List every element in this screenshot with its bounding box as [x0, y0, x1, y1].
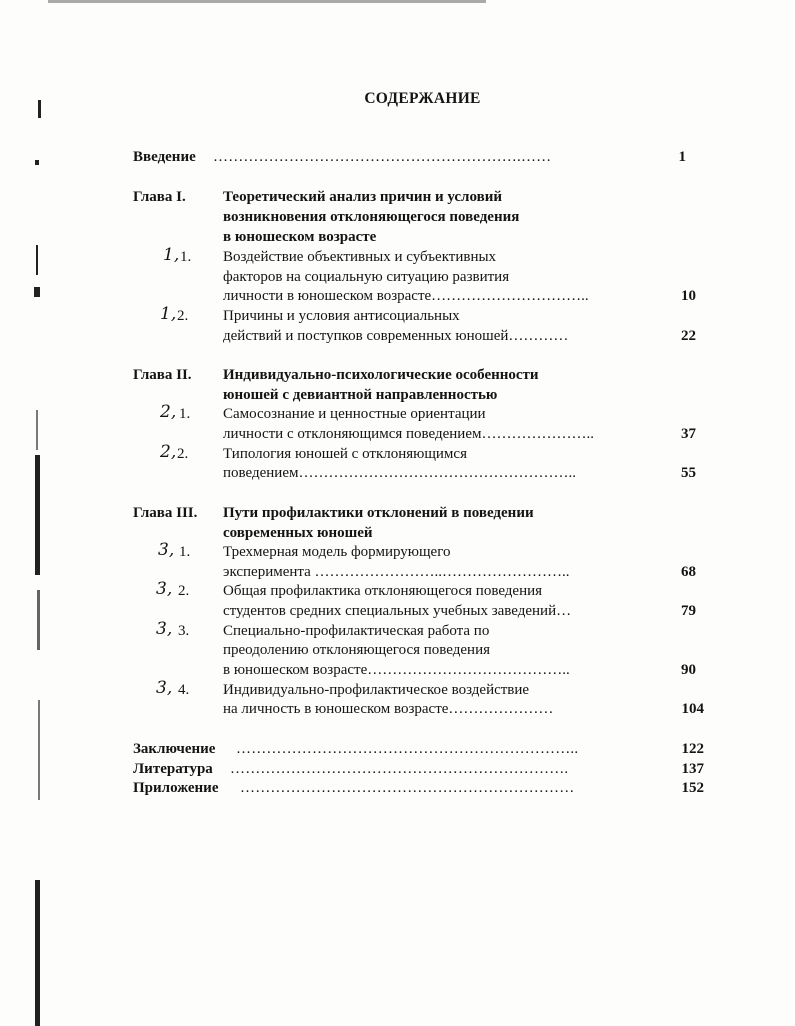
toc-literature-page: 137: [681, 761, 704, 777]
scan-edge-mark: [34, 287, 40, 297]
section-line: преодолению отклоняющегося поведения: [223, 642, 490, 658]
handwritten-chapter-number: 2,: [160, 442, 177, 462]
handwritten-chapter-number: 1,: [160, 304, 177, 324]
section-number: 1.: [179, 406, 191, 422]
chapter-2-label: Глава II.: [133, 367, 192, 383]
section-page: 37: [681, 426, 696, 442]
handwritten-chapter-number: 1,: [163, 245, 180, 265]
section-line: личности с отклоняющимся поведением…………………..: [223, 426, 594, 442]
section-number: 4.: [178, 682, 190, 698]
toc-intro-label: Введение: [133, 149, 196, 165]
chapter-2-heading-line: Индивидуально-психологические особенности: [223, 367, 539, 383]
handwritten-chapter-number: 3,: [156, 579, 173, 599]
section-line: факторов на социальную ситуацию развития: [223, 269, 510, 285]
section-line: действий и поступков современных юношей…………: [223, 328, 569, 344]
scan-edge-mark: [35, 160, 39, 165]
toc-intro-page: 1: [678, 149, 686, 165]
scan-edge-mark: [35, 880, 40, 1026]
section-line: Индивидуально-профилактическое воздействие: [223, 682, 530, 698]
section-line: личности в юношеском возрасте…………………………..: [223, 288, 589, 304]
section-line: студентов средних специальных учебных заведений…: [223, 603, 572, 619]
section-line: на личность в юношеском возрасте…………………: [223, 701, 554, 717]
toc-conclusion-dots: …………………………………………………………..: [236, 741, 579, 757]
section-page: 10: [681, 288, 696, 304]
scan-edge-mark: [36, 410, 38, 450]
section-number: 3.: [178, 623, 190, 639]
scan-edge-mark: [37, 590, 40, 650]
section-number: 2.: [177, 446, 189, 462]
section-page: 55: [681, 465, 696, 481]
section-line: Воздействие объективных и субъективных: [223, 249, 497, 265]
toc-conclusion-label: Заключение: [133, 741, 216, 757]
section-page: 22: [681, 328, 696, 344]
scan-edge-mark: [38, 700, 40, 800]
section-line: в юношеском возрасте…………………………………..: [223, 662, 570, 678]
chapter-1-heading-line: в юношеском возрасте: [223, 229, 377, 245]
chapter-1-heading-line: возникновения отклоняющегося поведения: [223, 209, 520, 225]
section-line: Трехмерная модель формирующего: [223, 544, 451, 560]
toc-literature-label: Литература: [133, 761, 213, 777]
toc-appendix-page: 152: [681, 780, 704, 796]
scan-edge-mark: [35, 455, 40, 575]
handwritten-chapter-number: 3,: [156, 619, 173, 639]
chapter-3-label: Глава III.: [133, 505, 198, 521]
section-page: 79: [681, 603, 696, 619]
handwritten-chapter-number: 3,: [158, 540, 175, 560]
toc-literature-dots: ………………………………………………………….: [230, 761, 569, 777]
handwritten-chapter-number: 2,: [160, 402, 177, 422]
section-page: 68: [681, 564, 696, 580]
section-line: Типология юношей с отклоняющимся: [223, 446, 467, 462]
toc-appendix-label: Приложение: [133, 780, 219, 796]
chapter-1-label: Глава I.: [133, 189, 186, 205]
section-line: Причины и условия антисоциальных: [223, 308, 460, 324]
handwritten-chapter-number: 3,: [156, 678, 173, 698]
section-line: Специально-профилактическая работа по: [223, 623, 490, 639]
section-line: Самосознание и ценностные ориентации: [223, 406, 486, 422]
section-number: 1.: [180, 249, 192, 265]
section-number: 2.: [178, 583, 190, 599]
chapter-2-heading-line: юношей с девиантной направленностью: [223, 387, 498, 403]
chapter-3-heading-line: Пути профилактики отклонений в поведении: [223, 505, 534, 521]
section-number: 2.: [177, 308, 189, 324]
section-number: 1.: [179, 544, 191, 560]
section-line: поведением………………………………………………..: [223, 465, 576, 481]
page-title: СОДЕРЖАНИЕ: [364, 90, 481, 107]
scan-top-border: [48, 0, 486, 3]
toc-conclusion-page: 122: [681, 741, 704, 757]
section-page: 104: [681, 701, 704, 717]
section-page: 90: [681, 662, 696, 678]
section-line: эксперимента ……………………..……………………..: [223, 564, 570, 580]
section-line: Общая профилактика отклоняющегося поведения: [223, 583, 543, 599]
toc-intro-dots: …………………………………………………….……: [213, 149, 552, 165]
chapter-1-heading-line: Теоретический анализ причин и условий: [223, 189, 502, 205]
chapter-3-heading-line: современных юношей: [223, 525, 373, 541]
toc-appendix-dots: …………………………………………………………: [240, 780, 575, 796]
scan-edge-mark: [36, 245, 38, 275]
